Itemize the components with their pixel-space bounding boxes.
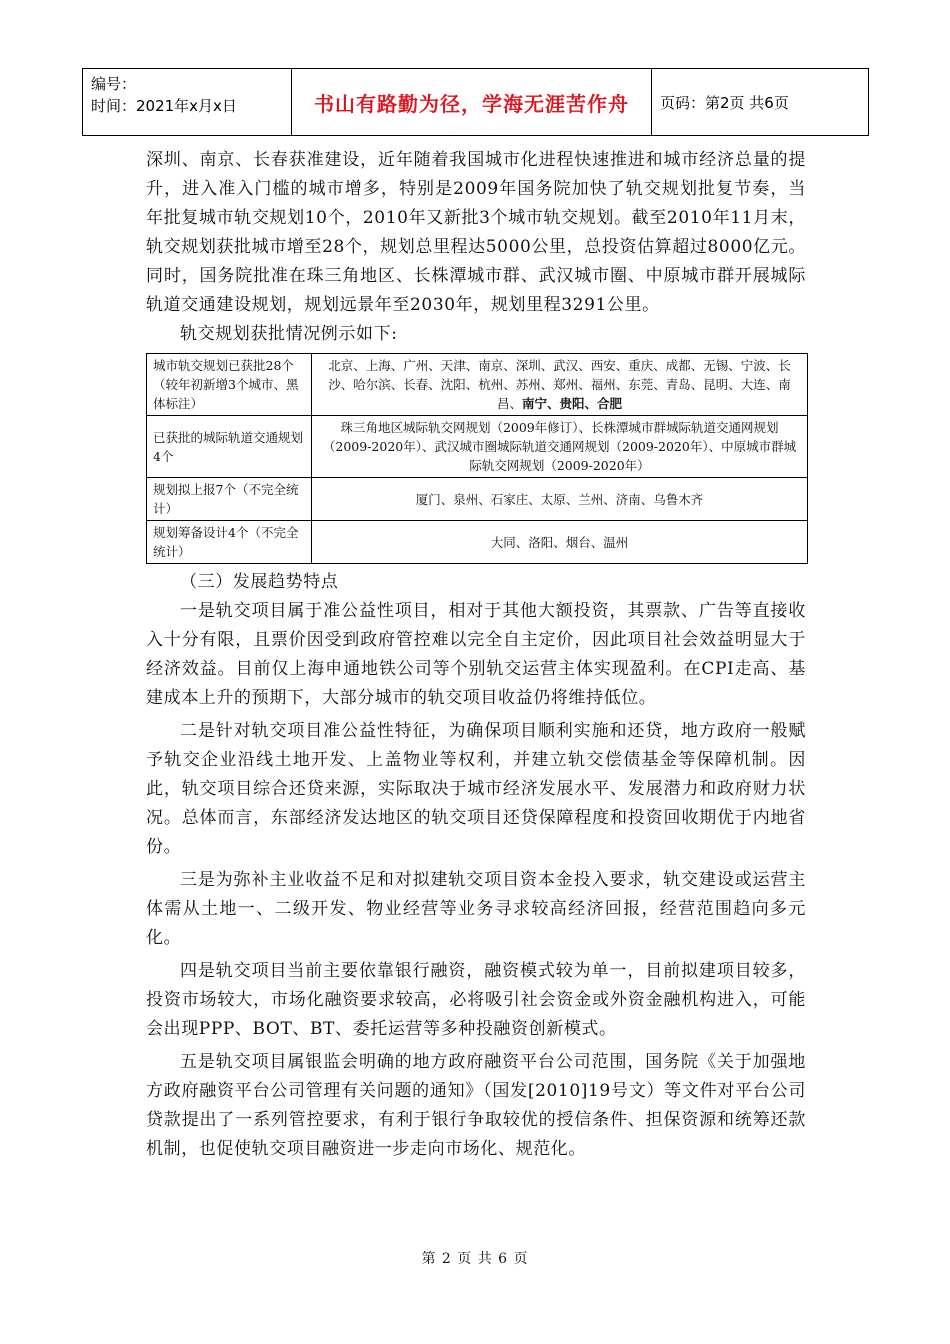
paragraph: 一是轨交项目属于准公益性项目，相对于其他大额投资，其票款、广告等直接收入十分有限，且票价因受到政府管控难以完全自主定价，因此项目社会效益明显大于经济效益。目前仅上海申通地铁公司等个别轨交运营主体实现盈利。在CPI走高、基建成本上升的预期下，大部分城市的轨交项目收益仍将维持低位。	[146, 601, 806, 708]
table-cell-label: 规划拟上报7个（不完全统计）	[147, 478, 312, 521]
header-page-indicator: 页码：第2页 共6页	[660, 93, 789, 112]
table-cell-value: 大同、洛阳、烟台、温州	[312, 521, 808, 564]
page-header	[82, 68, 869, 136]
table-cell-value: 珠三角地区城际轨交网规划（2009年修订）、长株潭城市群城际轨道交通网规划（2009-2020年）、武汉城市圈城际轨道交通网规划（2009-2020年）、中原城市群城际轨交网规划（2009-2020年）	[312, 416, 808, 478]
table-cell-value	[312, 354, 808, 416]
document-date: 时间：2021年x月x日	[91, 97, 237, 115]
table-cell-value: 厦门、泉州、石家庄、太原、兰州、济南、乌鲁木齐	[312, 478, 808, 521]
table-row	[147, 521, 808, 564]
table-row	[147, 478, 808, 521]
table-cell-label: 规划筹备设计4个（不完全统计）	[147, 521, 312, 564]
table-intro: 轨交规划获批情况例示如下:	[180, 324, 398, 344]
new-city-list: 南宁、贵阳、合肥	[522, 396, 623, 411]
table-row	[147, 416, 808, 478]
document-body	[146, 146, 806, 1164]
paragraph: 三是为弥补主业收益不足和对拟建轨交项目资本金投入要求，轨交建设或运营主体需从土地一、二级开发、物业经营等业务寻求较高经济回报，经营范围趋向多元化。	[146, 870, 806, 948]
header-meta	[83, 69, 292, 135]
paragraph: 五是轨交项目属银监会明确的地方政府融资平台公司范围，国务院《关于加强地方政府融资平台公司管理有关问题的通知》（国发[2010]19号文）等文件对平台公司贷款提出了一系列管控要求，有利于银行争取较优的授信条件、担保资源和统筹还款机制，也促使轨交项目融资进一步走向市场化、规范化。	[146, 1052, 806, 1159]
paragraph: 二是针对轨交项目准公益性特征，为确保项目顺利实施和还贷，地方政府一般赋予轨交企业沿线土地开发、上盖物业等权利，并建立轨交偿债基金等保障机制。因此，轨交项目综合还贷来源，实际取决于城市经济发展水平、发展潜力和政府财力状况。总体而言，东部经济发达地区的轨交项目还贷保障程度和投资回收期优于内地省份。	[146, 721, 806, 857]
page-footer: 第 2 页 共 6 页	[421, 1251, 529, 1267]
table-row	[147, 354, 808, 416]
paragraph: 四是轨交项目当前主要依靠银行融资，融资模式较为单一，目前拟建项目较多，投资市场较大，市场化融资要求较高，必将吸引社会资金或外资金融机构进入，可能会出现PPP、BOT、BT、委托运营等多种投融资创新模式。	[146, 961, 806, 1039]
city-list: 北京、上海、广州、天津、南京、深圳、武汉、西安、重庆、成都、无锡、宁波、长沙、哈尔滨、长春、沈阳、杭州、苏州、郑州、福州、东莞、青岛、昆明、大连、南昌、	[328, 358, 791, 411]
table-cell-label: 城市轨交规划已获批28个（较年初新增3个城市、黑体标注）	[147, 354, 312, 416]
section-heading: （三）发展趋势特点	[180, 572, 339, 592]
document-number-label: 编号：	[91, 75, 137, 93]
paragraph: 深圳、南京、长春获准建设，近年随着我国城市化进程快速推进和城市经济总量的提升，进入准入门槛的城市增多，特别是2009年国务院加快了轨交规划批复节奏，当年批复城市轨交规划10个，2010年又新批3个城市轨交规划。截至2010年11月末，轨交规划获批城市增至28个，规划总里程达5000公里，总投资估算超过8000亿元。同时，国务院批准在珠三角地区、长株潭城市群、武汉城市圈、中原城市群开展城际轨道交通建设规划，规划远景年至2030年，规划里程3291公里。	[146, 150, 806, 315]
table-cell-label: 已获批的城际轨道交通规划4个	[147, 416, 312, 478]
header-motto: 书山有路勤为径，学海无涯苦作舟	[292, 69, 652, 135]
approval-table	[146, 353, 808, 564]
